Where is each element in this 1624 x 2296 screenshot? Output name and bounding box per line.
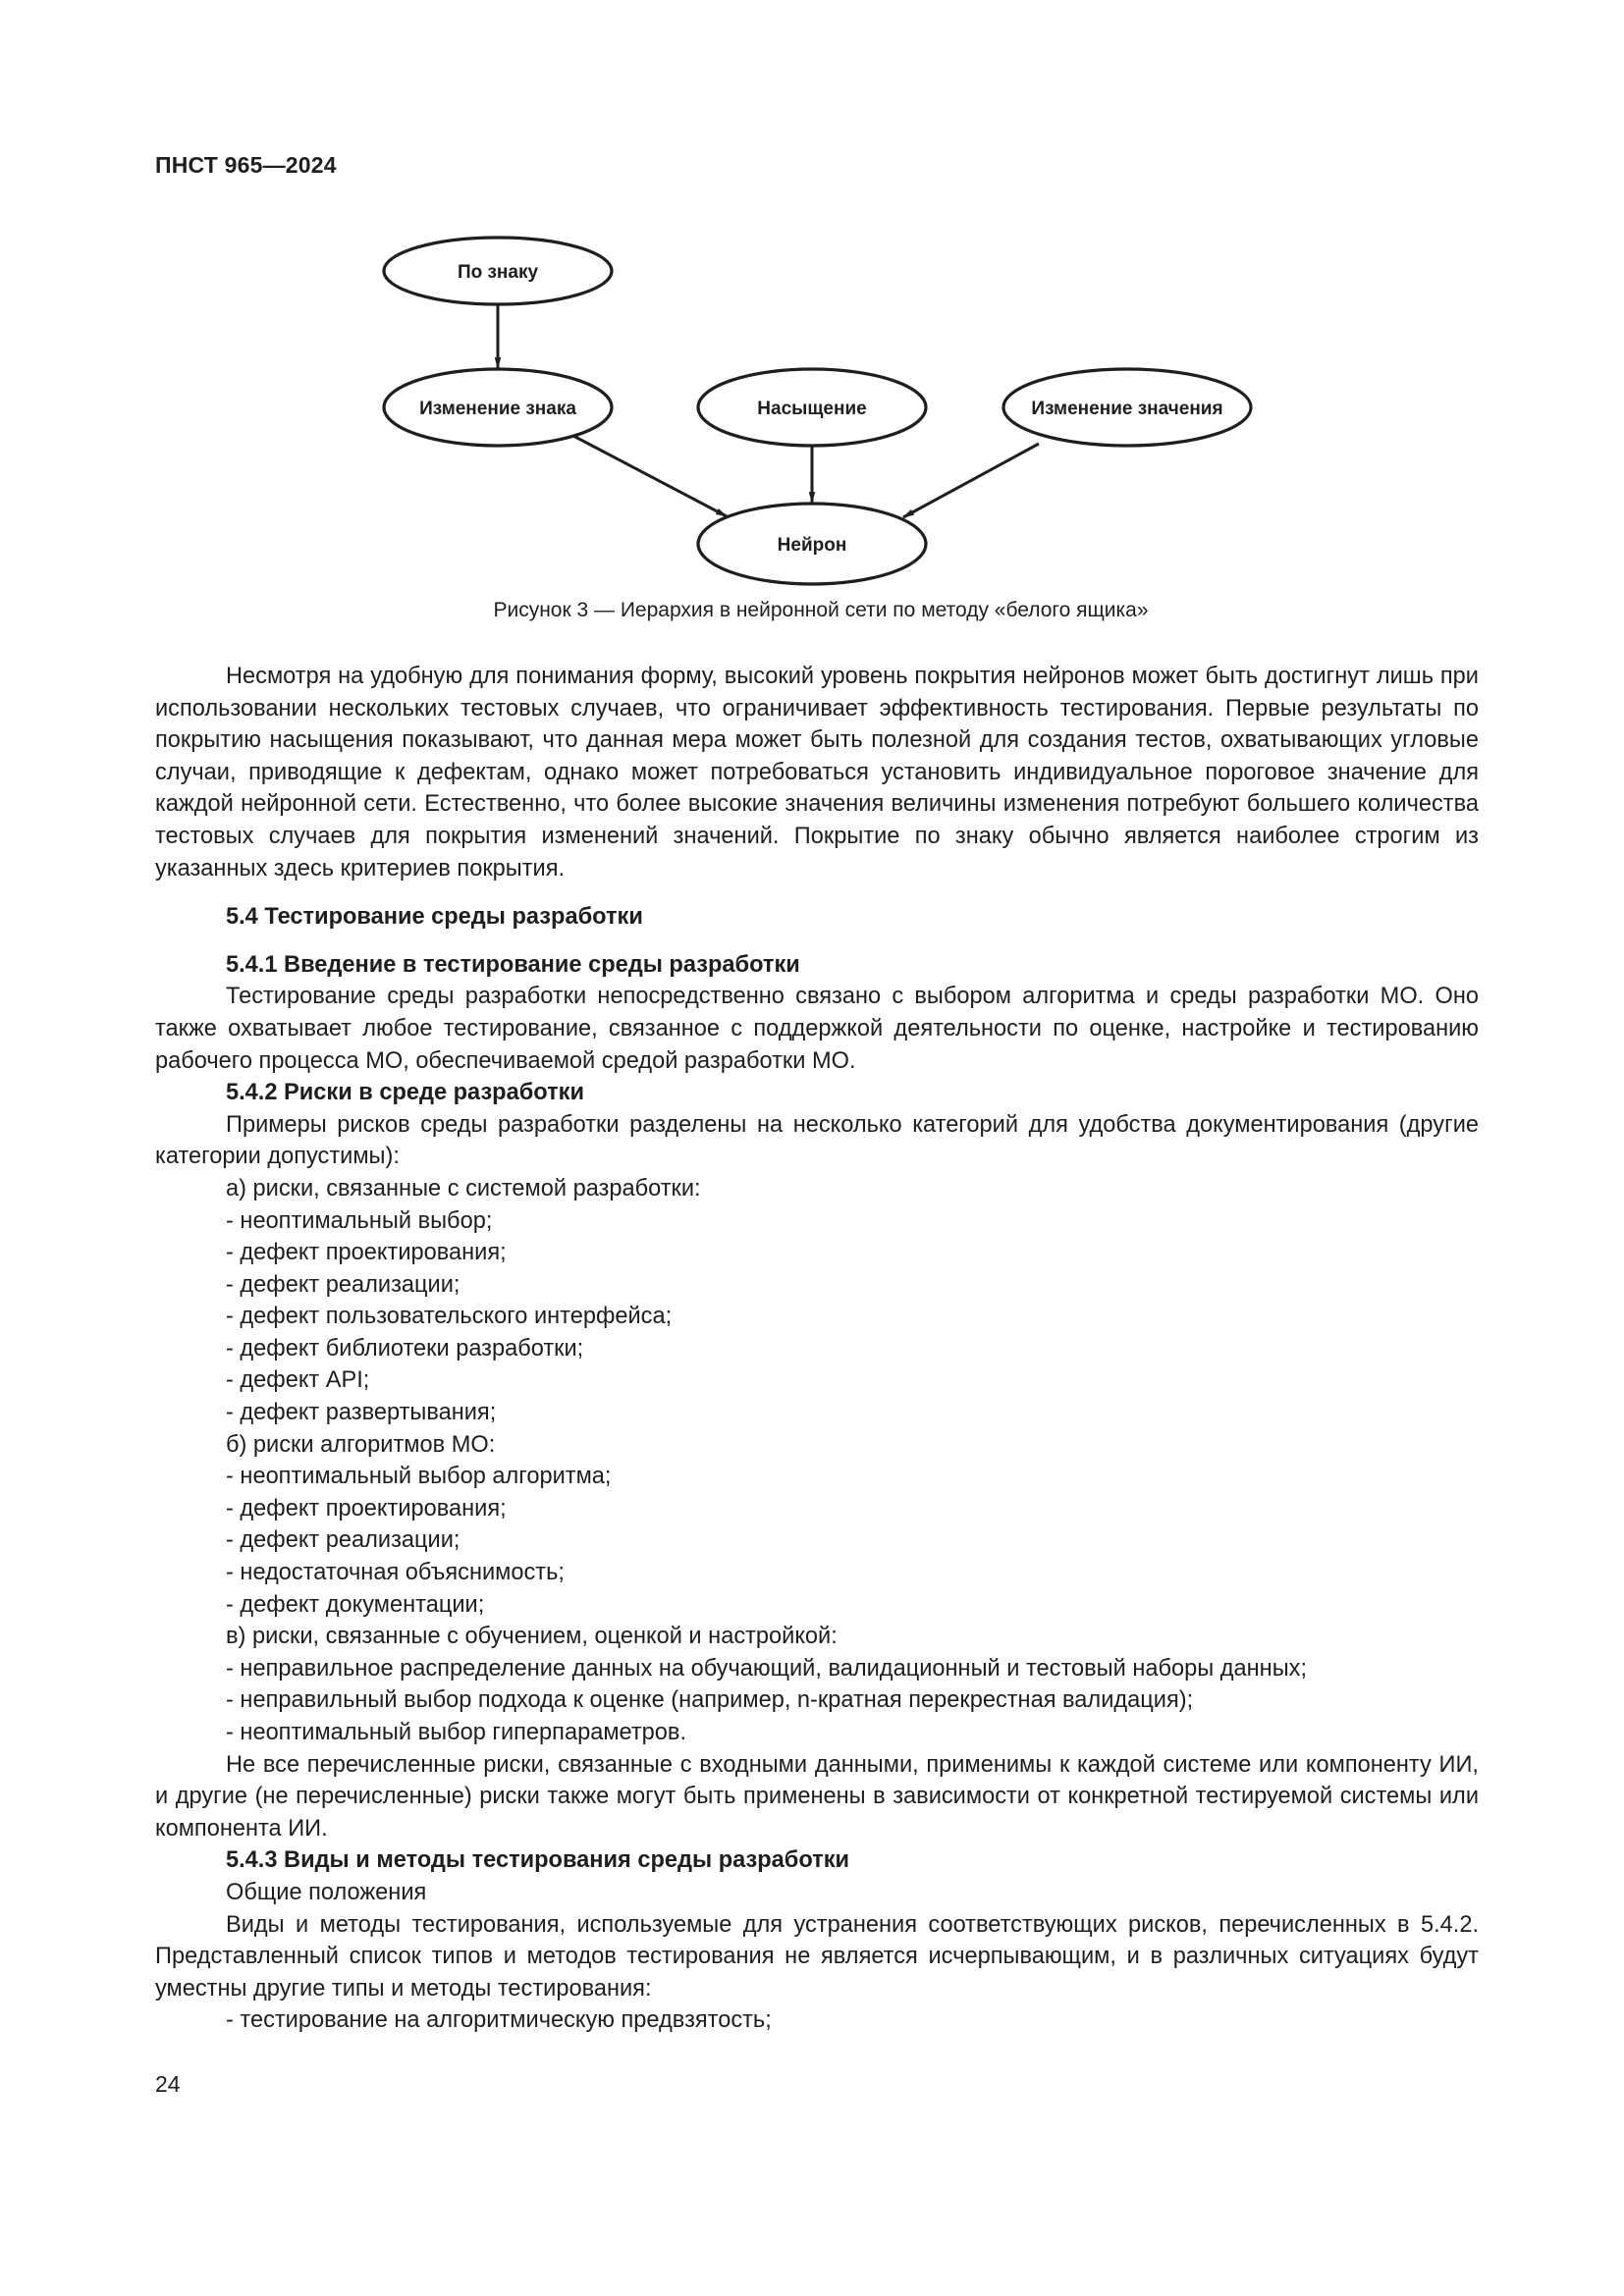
node-value-change [1003,369,1251,446]
list-item: - недостаточная объяснимость; [226,1560,565,1586]
list-a-title: а) риски, связанные с системой разработки: [226,1175,701,1201]
paragraph-5-4-2: Примеры рисков среды разработки разделены на несколько категорий для удобства документирования (другие категории допустимы): [155,1111,1479,1170]
document-body [155,661,1479,2037]
section-heading-5-4-2: 5.4.2 Риски в среде разработки [226,1080,584,1106]
list-item: - неправильный выбор подхода к оценке (например, n-кратная перекрестная валидация); [226,1687,1194,1714]
node-value-change-label: Изменение значения [1031,399,1223,419]
list-item: - дефект реализации; [226,1527,460,1554]
paragraph-5-4-1: Тестирование среды разработки непосредственно связано с выбором алгоритма и среды разработки МО. Оно также охватывает любое тестирование, связанное с поддержкой деятельности по оценке, настройке и тестированию рабочего процесса МО, обеспечиваемой средой разработки МО. [155,984,1479,1074]
list-item: - неоптимальный выбор алгоритма; [226,1464,612,1490]
node-saturation [698,369,926,446]
node-saturation-label: Насыщение [757,399,867,419]
list-c-title: в) риски, связанные с обучением, оценкой и настройкой: [226,1624,838,1650]
list-item: - дефект проектирования; [226,1240,507,1266]
list-item: - неправильное распределение данных на обучающий, валидационный и тестовый наборы данных; [226,1655,1308,1682]
figure-3-hierarchy-diagram [0,0,1624,599]
document-code-header: ПНСТ 965—2024 [155,152,337,178]
list-item: - тестирование на алгоритмическую предвзятость; [226,2007,772,2034]
list-item: - неоптимальный выбор; [226,1207,493,1234]
node-sign [384,238,612,304]
list-item: - дефект API; [226,1367,370,1394]
risk-list-c [155,1621,1479,1748]
list-item: - дефект развертывания; [226,1400,497,1426]
risk-list-a [155,1173,1479,1429]
figure-caption: Рисунок 3 — Иерархия в нейронной сети по методу «белого ящика» [493,599,1149,621]
page-number: 24 [155,2071,181,2097]
risk-list-b [155,1429,1479,1622]
subheading-general-provisions: Общие положения [226,1879,427,1905]
section-heading-5-4: 5.4 Тестирование среды разработки [226,904,643,931]
list-item: - дефект документации; [226,1591,485,1618]
list-item: - неоптимальный выбор гиперпараметров. [226,1720,687,1745]
paragraph-coverage-discussion: Несмотря на удобную для понимания форму, высокий уровень покрытия нейронов может быть достигнут лишь при использовании нескольких тестовых случаев, что ограничивает эффективность тестирования. Первые результаты по покрытию насыщения показывают, что данная мера может быть полезной для создания тестов, охватывающих угловые случаи, приводящие к дефектам, однако может потребоваться установить индивидуальное пороговое значение для каждой нейронной сети. Естественно, что более высокие значения величины изменения потребуют большего количества тестовых случаев для покрытия изменений значений. Покрытие по знаку обычно является наиболее строгим из указанных здесь критериев покрытия. [155,664,1479,881]
section-heading-5-4-3: 5.4.3 Виды и методы тестирования среды разработки [226,1847,850,1874]
node-sign-change-label: Изменение знака [419,399,576,419]
node-sign-label: По знаку [457,262,539,283]
hierarchy-diagram-svg [0,0,1624,599]
node-neuron-label: Нейрон [777,535,847,556]
paragraph-not-all-risks: Не все перечисленные риски, связанные с входными данными, применимы к каждой системе или компоненту ИИ, и другие (не перечисленные) риски также могут быть применены в зависимости от конкретной тестируемой системы или компонента ИИ. [155,1751,1479,1842]
list-item: - дефект проектирования; [226,1495,507,1522]
list-b-title: б) риски алгоритмов МО: [226,1431,496,1458]
testing-methods-list [155,2004,1479,2037]
list-item: - дефект реализации; [226,1271,460,1298]
paragraph-5-4-3: Виды и методы тестирования, используемые для устранения соответствующих рисков, перечисленных в 5.4.2. Представленный список типов и методов тестирования не является исчерпывающим, и в различных ситуациях будут уместны другие типы и методы тестирования: [155,1911,1479,2002]
edge-value-change-to-neuron [903,444,1039,517]
list-item: - дефект пользовательского интерфейса; [226,1304,673,1330]
edge-sign-change-to-neuron [571,435,727,516]
node-neuron [698,504,926,584]
node-sign-change [384,369,612,446]
list-item: - дефект библиотеки разработки; [226,1335,584,1362]
section-heading-5-4-1: 5.4.1 Введение в тестирование среды разработки [226,951,800,978]
